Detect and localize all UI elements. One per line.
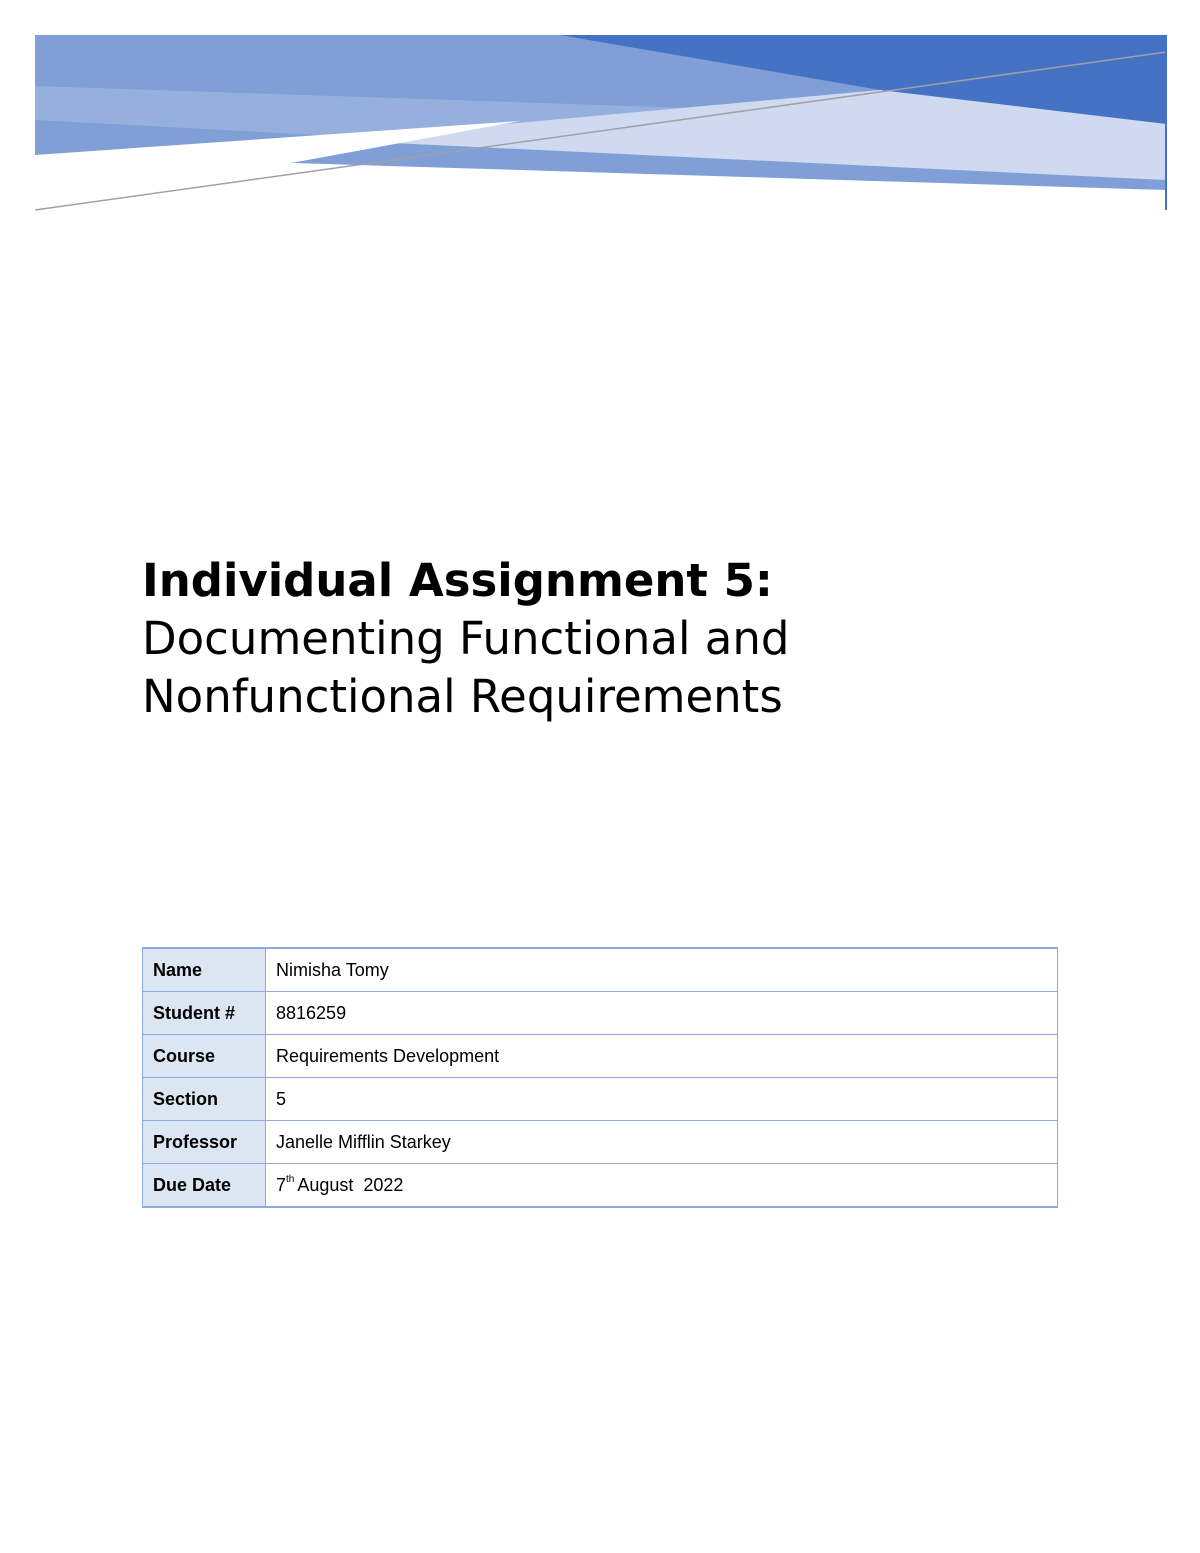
due-date-day: 7 — [276, 1175, 287, 1195]
table-row — [143, 1035, 1058, 1078]
section-value: 5 — [266, 1078, 1058, 1121]
section-label: Section — [143, 1078, 266, 1121]
student-details-table — [142, 947, 1058, 1208]
assignment-title: Individual Assignment 5: — [142, 554, 773, 607]
title-block — [142, 552, 1042, 726]
assignment-subtitle: Documenting Functional and Nonfunctional Requirements — [142, 612, 790, 723]
professor-value: Janelle Mifflin Starkey — [266, 1121, 1058, 1164]
table-row — [143, 992, 1058, 1035]
due-date-label: Due Date — [143, 1164, 266, 1208]
student-number-value: 8816259 — [266, 992, 1058, 1035]
table-row — [143, 1164, 1058, 1208]
due-date-suffix: th — [286, 1174, 295, 1185]
due-date-value — [266, 1164, 1058, 1208]
table-row — [143, 1078, 1058, 1121]
table-row — [143, 1121, 1058, 1164]
professor-label: Professor — [143, 1121, 266, 1164]
due-date-rest: August 2022 — [297, 1175, 404, 1195]
course-label: Course — [143, 1035, 266, 1078]
name-value: Nimisha Tomy — [266, 948, 1058, 992]
header-banner — [0, 0, 1200, 240]
course-value: Requirements Development — [266, 1035, 1058, 1078]
name-label: Name — [143, 948, 266, 992]
table-row — [143, 948, 1058, 992]
student-number-label: Student # — [143, 992, 266, 1035]
